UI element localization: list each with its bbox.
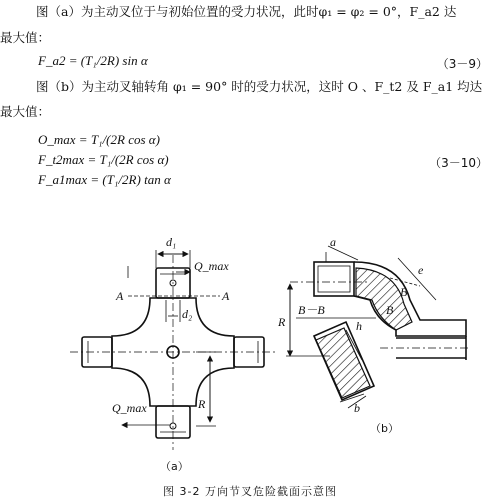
label-e: e [418,263,424,277]
equation-number-3-10: （3－10） [429,156,488,170]
figure-b-label: （b） [370,422,399,435]
label-h: h [356,319,362,333]
label-r-left: R [198,397,206,411]
label-d1: d₁ [166,235,177,249]
label-section-a-left: A [116,289,124,303]
equation-3-10-line2: F_t2max = T₁/(2R cos α) [38,152,169,167]
label-b-right: B [400,285,408,299]
label-a: a [330,235,336,249]
figure-caption: 图 3-2 万向节叉危险截面示意图 [163,485,337,498]
figure-a-label: （a） [160,460,189,473]
equation-3-10-line1: O_max = T₁/(2R cos α) [38,132,160,147]
label-d2: d₂ [182,307,193,321]
label-bb-section: B－B [298,303,325,317]
label-section-a-right: A [222,289,230,303]
paragraph1-line2: 最大值： [0,30,51,45]
paragraph2-line1: 图（b）为主动叉轴转角 φ₁ = 90° 时的受力状况，这时 O 、F_t2 及 F_a1 均达 [36,79,483,94]
label-qmax-top: Q_max [194,259,229,273]
equation-number-3-9: （3－9） [436,57,488,71]
label-b-small: b [354,401,360,415]
equation-3-9: F_a2 = (T₁/2R) sin α [38,53,148,68]
equation-3-10-line3: F_a1max = (T₁/2R) tan α [38,172,171,187]
paragraph1-line1: 图（a）为主动叉位于与初始位置的受力状况，此时φ₁ = φ₂ = 0°，F_a2 达 [36,4,457,19]
label-b-center: B [386,303,394,317]
label-qmax-bottom: Q_max [112,401,147,415]
label-r-right: R [278,315,286,329]
paragraph2-line2: 最大值： [0,104,51,119]
